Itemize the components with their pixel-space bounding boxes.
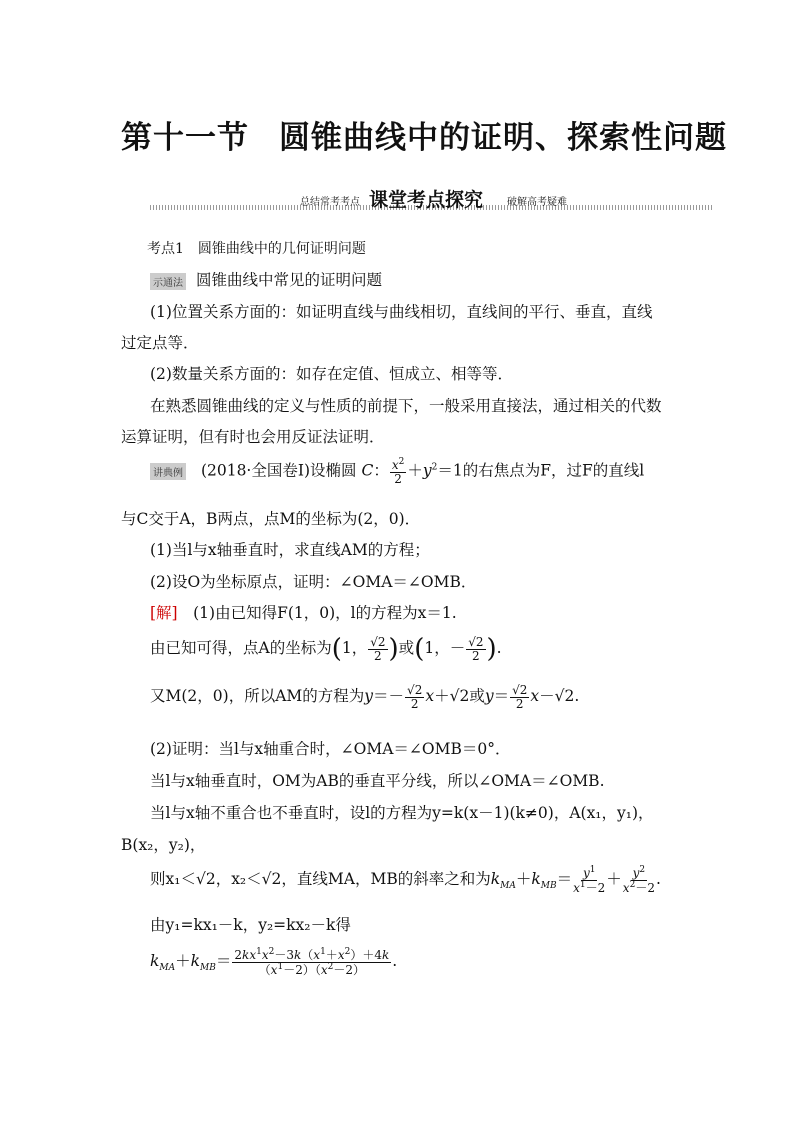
paragraph: 过定点等． xyxy=(121,334,199,352)
question: (2)设O为坐标原点，证明：∠OMA＝∠OMB． xyxy=(150,573,477,591)
solution-line: 由y₁=kx₁－k，y₂=kx₂－k得 xyxy=(150,916,351,934)
solution-line: 当l与x轴垂直时，OM为AB的垂直平分线，所以∠OMA＝∠OMB. xyxy=(150,772,605,790)
question: (1)当l与x轴垂直时，求直线AM的方程； xyxy=(150,541,430,559)
section-heading: 考点1 圆锥曲线中的几何证明问题 xyxy=(147,241,366,257)
banner-right: 破解高考疑难 xyxy=(507,197,567,208)
page-title: 第十一节 圆锥曲线中的证明、探索性问题 xyxy=(121,120,727,156)
solution-line: (2)证明：当l与x轴重合时，∠OMA＝∠OMB＝0°． xyxy=(150,740,511,758)
method-tag: 示通法 xyxy=(150,273,186,290)
solution-line: 由已知可得，点A的坐标为(1， $\frac{√2}{2}$ )或(1，－ $\frac{√2}{2}$ ). xyxy=(150,634,502,664)
example-tag: 讲典例 xyxy=(150,463,186,480)
section-banner xyxy=(150,188,713,210)
solution-label: [解] xyxy=(150,604,178,622)
paragraph: (2)数量关系方面的：如存在定值、恒成立、相等等． xyxy=(150,365,513,383)
example-row: 讲典例 (2018·全国卷Ⅰ)设椭圆 C： $\frac{x^2}{2}$ $+y^2=1$的右焦点为F，过F的直线l xyxy=(150,458,644,485)
paragraph: 运算证明，但有时也会用反证法证明． xyxy=(121,428,385,446)
paragraph: 在熟悉圆锥曲线的定义与性质的前提下，一般采用直接法，通过相关的代数 xyxy=(150,397,662,415)
paragraph: (1)位置关系方面的：如证明直线与曲线相切，直线间的平行、垂直，直线 xyxy=(150,303,653,321)
solution-line: B(x₂，y₂)， xyxy=(121,836,206,854)
banner-main: 课堂考点探究 xyxy=(369,189,484,211)
method-heading-row: 示通法 圆锥曲线中常见的证明问题 xyxy=(150,268,382,290)
formula-line: $k_{MA}+k_{MB}=$ $\frac{2kx^1x^2-3k(x^1+x^2)+4k}{(x^1-2)(x^2-2)}$ . xyxy=(150,947,398,977)
banner-left: 总结常考考点 xyxy=(300,197,360,208)
solution-line: 当l与x轴不重合也不垂直时，设l的方程为y=k(x－1)(k≠0)，A(x₁，y₁)， xyxy=(150,804,654,822)
solution-line: 又M(2，0)，所以AM的方程为y＝－ $\frac{√2}{2}$ x＋√2或y＝ $\frac{√2}{2}$ x－√2. xyxy=(150,683,580,711)
solution-line: 则x₁＜√2，x₂＜√2，直线MA，MB的斜率之和为$k_{MA}+k_{MB}=$ $\frac{y^1}{x^1-2}$ ＋ $\frac{y^2}{x^2-2}$ . xyxy=(150,865,661,895)
solution-row: [解] (1)由已知得F(1，0)，l的方程为x＝1. xyxy=(150,604,457,622)
paragraph: 与C交于A，B两点，点M的坐标为(2，0)． xyxy=(121,510,421,528)
